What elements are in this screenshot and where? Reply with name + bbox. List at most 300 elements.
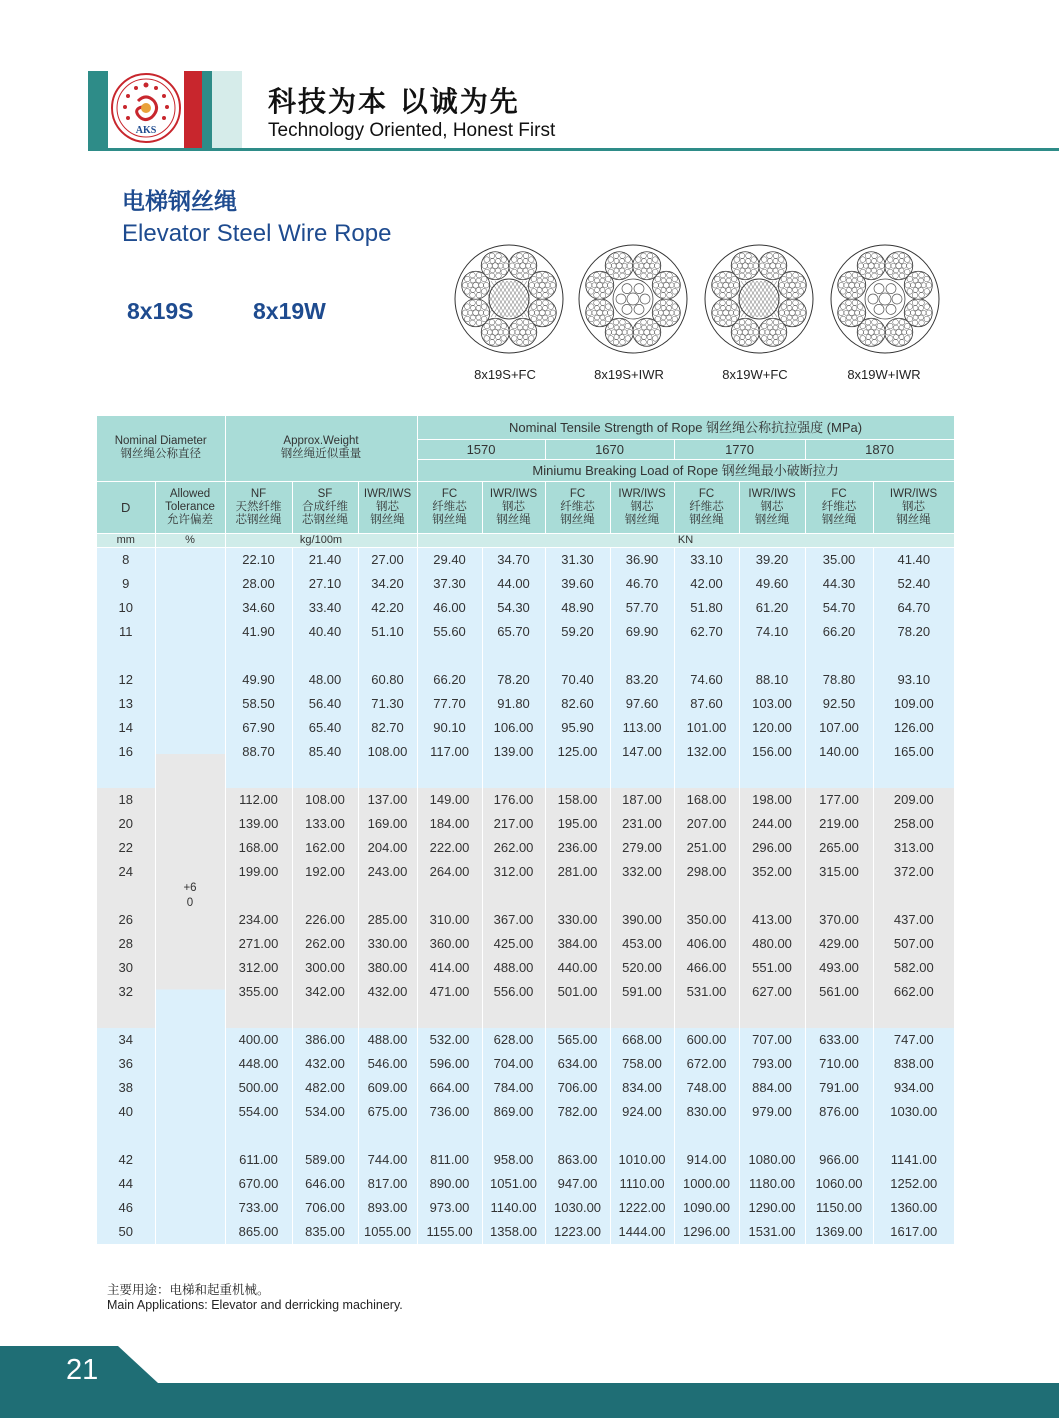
value-cell: 176.00 [482, 788, 545, 812]
spacer-cell [545, 884, 610, 908]
value-cell: 312.00 [482, 860, 545, 884]
spacer-cell [417, 1124, 482, 1148]
value-cell: 88.10 [739, 668, 805, 692]
diameter-cell: 16 [97, 740, 155, 764]
diameter-cell: 46 [97, 1196, 155, 1220]
rope-caption: 8x19S+IWR [594, 367, 664, 382]
value-cell: 627.00 [739, 980, 805, 1004]
value-cell: 162.00 [292, 836, 358, 860]
value-cell: 561.00 [805, 980, 873, 1004]
value-cell: 21.40 [292, 547, 358, 572]
header-underline [88, 148, 1059, 151]
value-cell: 107.00 [805, 716, 873, 740]
table-row [97, 860, 954, 884]
value-cell: 44.00 [482, 572, 545, 596]
header-label: 钢丝绳 [821, 513, 857, 526]
logo-emblem-icon [108, 71, 184, 151]
value-cell: 65.70 [482, 620, 545, 644]
value-cell: 262.00 [292, 932, 358, 956]
header-grade-1670: 1670 [545, 439, 674, 459]
value-cell: 355.00 [225, 980, 292, 1004]
diameter-cell: 18 [97, 788, 155, 812]
value-cell: 1369.00 [805, 1220, 873, 1244]
spacer-cell [97, 644, 155, 668]
spacer-cell [610, 644, 674, 668]
table-row [97, 908, 954, 932]
header-fc-1570 [417, 481, 482, 533]
value-cell: 93.10 [873, 668, 954, 692]
value-cell: 600.00 [674, 1028, 739, 1052]
value-cell: 184.00 [417, 812, 482, 836]
spacer-cell [739, 644, 805, 668]
value-cell: 169.00 [358, 812, 417, 836]
table-row [97, 1220, 954, 1244]
rope-cross-section-8x19s-iwr [577, 243, 689, 355]
value-cell: 296.00 [739, 836, 805, 860]
value-cell: 42.20 [358, 596, 417, 620]
value-cell: 662.00 [873, 980, 954, 1004]
table-row [97, 668, 954, 692]
value-cell: 209.00 [873, 788, 954, 812]
page-number: 21 [66, 1354, 99, 1386]
value-cell: 370.00 [805, 908, 873, 932]
value-cell: 49.90 [225, 668, 292, 692]
table-row [97, 596, 954, 620]
value-cell: 924.00 [610, 1100, 674, 1124]
value-cell: 596.00 [417, 1052, 482, 1076]
value-cell: 95.90 [545, 716, 610, 740]
value-cell: 48.00 [292, 668, 358, 692]
value-cell: 217.00 [482, 812, 545, 836]
value-cell: 88.70 [225, 740, 292, 764]
value-cell: 187.00 [610, 788, 674, 812]
header-label: 纤维芯 [821, 500, 857, 513]
spacer-cell [358, 1124, 417, 1148]
value-cell: 199.00 [225, 860, 292, 884]
header-label: IWR/IWS [748, 487, 796, 500]
value-cell: 372.00 [873, 860, 954, 884]
value-cell: 61.20 [739, 596, 805, 620]
header-label: 钢丝绳 [896, 513, 931, 526]
value-cell: 34.20 [358, 572, 417, 596]
spacer-cell [873, 644, 954, 668]
value-cell: 66.20 [805, 620, 873, 644]
diameter-cell: 22 [97, 836, 155, 860]
header-label: FC [698, 487, 715, 500]
spacer-cell [358, 644, 417, 668]
value-cell: 706.00 [292, 1196, 358, 1220]
value-cell: 704.00 [482, 1052, 545, 1076]
value-cell: 298.00 [674, 860, 739, 884]
header-label: IWR/IWS [489, 487, 538, 500]
value-cell: 646.00 [292, 1172, 358, 1196]
value-cell: 1090.00 [674, 1196, 739, 1220]
group-spacer [97, 1124, 954, 1148]
value-cell: 466.00 [674, 956, 739, 980]
value-cell: 432.00 [358, 980, 417, 1004]
value-cell: 231.00 [610, 812, 674, 836]
value-cell: 82.60 [545, 692, 610, 716]
value-cell: 315.00 [805, 860, 873, 884]
table-row [97, 1172, 954, 1196]
header-label: NF [250, 487, 267, 500]
value-cell: 265.00 [805, 836, 873, 860]
value-cell: 29.40 [417, 547, 482, 572]
value-cell: 109.00 [873, 692, 954, 716]
spacer-cell [225, 1004, 292, 1028]
value-cell: 251.00 [674, 836, 739, 860]
rope-cross-section-8x19w-iwr [829, 243, 941, 355]
value-cell: 67.90 [225, 716, 292, 740]
value-cell: 60.80 [358, 668, 417, 692]
value-cell: 204.00 [358, 836, 417, 860]
value-cell: 384.00 [545, 932, 610, 956]
value-cell: 34.70 [482, 547, 545, 572]
value-cell: 482.00 [292, 1076, 358, 1100]
value-cell: 62.70 [674, 620, 739, 644]
value-cell: 92.50 [805, 692, 873, 716]
value-cell: 668.00 [610, 1028, 674, 1052]
value-cell: 782.00 [545, 1100, 610, 1124]
header-grade-1770: 1770 [674, 439, 805, 459]
value-cell: 147.00 [610, 740, 674, 764]
value-cell: 748.00 [674, 1076, 739, 1100]
table-header [97, 416, 954, 547]
applications-note-chinese: 主要用途：电梯和起重机械。 [107, 1282, 270, 1297]
value-cell: 551.00 [739, 956, 805, 980]
value-cell: 1000.00 [674, 1172, 739, 1196]
spacer-cell [482, 764, 545, 788]
value-cell: 556.00 [482, 980, 545, 1004]
value-cell: 125.00 [545, 740, 610, 764]
value-cell: 934.00 [873, 1076, 954, 1100]
tolerance-cell [155, 547, 225, 1244]
spacer-cell [739, 1124, 805, 1148]
value-cell: 78.20 [482, 668, 545, 692]
value-cell: 448.00 [225, 1052, 292, 1076]
spacer-cell [610, 764, 674, 788]
header-label: 钢丝绳 [560, 513, 595, 526]
spacer-cell [225, 884, 292, 908]
value-cell: 1080.00 [739, 1148, 805, 1172]
value-cell: 966.00 [805, 1148, 873, 1172]
header-label: 钢丝绳 [432, 513, 467, 526]
value-cell: 140.00 [805, 740, 873, 764]
value-cell: 628.00 [482, 1028, 545, 1052]
value-cell: 236.00 [545, 836, 610, 860]
diameter-cell: 44 [97, 1172, 155, 1196]
value-cell: 117.00 [417, 740, 482, 764]
header-label: Tolerance [165, 500, 215, 513]
group-spacer [97, 1004, 954, 1028]
unit-kg-per-100m: kg/100m [225, 533, 417, 547]
spacer-cell [225, 764, 292, 788]
diameter-cell: 26 [97, 908, 155, 932]
value-cell: 332.00 [610, 860, 674, 884]
value-cell: 380.00 [358, 956, 417, 980]
value-cell: 112.00 [225, 788, 292, 812]
value-cell: 34.60 [225, 596, 292, 620]
value-cell: 1140.00 [482, 1196, 545, 1220]
table-row [97, 740, 954, 764]
table-row [97, 980, 954, 1004]
value-cell: 413.00 [739, 908, 805, 932]
value-cell: 367.00 [482, 908, 545, 932]
value-cell: 106.00 [482, 716, 545, 740]
value-cell: 55.60 [417, 620, 482, 644]
value-cell: 1252.00 [873, 1172, 954, 1196]
header-label: Nominal Diameter [114, 435, 207, 448]
header-label: 允许偏差 [167, 513, 213, 526]
header-label: 合成纤维 [302, 500, 348, 513]
header-band-red [184, 71, 202, 151]
value-cell: 811.00 [417, 1148, 482, 1172]
unit-mm: mm [97, 533, 155, 547]
value-cell: 1110.00 [610, 1172, 674, 1196]
spacer-cell [739, 1004, 805, 1028]
spacer-cell [292, 644, 358, 668]
rope-cross-section-8x19s-fc [453, 243, 565, 355]
spacer-cell [482, 644, 545, 668]
model-8x19w: 8x19W [253, 298, 326, 324]
header-label: 纤维芯 [560, 500, 595, 513]
value-cell: 1180.00 [739, 1172, 805, 1196]
table-row [97, 1100, 954, 1124]
spacer-cell [674, 764, 739, 788]
diameter-cell: 34 [97, 1028, 155, 1052]
value-cell: 132.00 [674, 740, 739, 764]
header-label: Approx.Weight [283, 435, 359, 448]
value-cell: 51.10 [358, 620, 417, 644]
value-cell: 226.00 [292, 908, 358, 932]
page-title-english: Elevator Steel Wire Rope [122, 220, 392, 247]
spacer-cell [545, 1124, 610, 1148]
spacer-cell [674, 1124, 739, 1148]
diameter-cell: 28 [97, 932, 155, 956]
unit-kn: KN [417, 533, 954, 547]
value-cell: 133.00 [292, 812, 358, 836]
value-cell: 46.00 [417, 596, 482, 620]
spacer-cell [873, 884, 954, 908]
value-cell: 1010.00 [610, 1148, 674, 1172]
value-cell: 41.90 [225, 620, 292, 644]
header-label: IWR/IWS [618, 487, 666, 500]
value-cell: 532.00 [417, 1028, 482, 1052]
value-cell: 27.10 [292, 572, 358, 596]
header-band-teal-2 [202, 71, 212, 151]
value-cell: 893.00 [358, 1196, 417, 1220]
value-cell: 1531.00 [739, 1220, 805, 1244]
value-cell: 834.00 [610, 1076, 674, 1100]
value-cell: 1141.00 [873, 1148, 954, 1172]
value-cell: 400.00 [225, 1028, 292, 1052]
header-nominal-diameter [97, 416, 225, 481]
spacer-cell [873, 1004, 954, 1028]
spacer-cell [358, 764, 417, 788]
value-cell: 35.00 [805, 547, 873, 572]
table-body [97, 547, 954, 1244]
group-spacer [97, 764, 954, 788]
spacer-cell [674, 644, 739, 668]
value-cell: 70.40 [545, 668, 610, 692]
specification-table [97, 416, 955, 1244]
value-cell: 177.00 [805, 788, 873, 812]
value-cell: 1444.00 [610, 1220, 674, 1244]
value-cell: 192.00 [292, 860, 358, 884]
value-cell: 1060.00 [805, 1172, 873, 1196]
value-cell: 22.10 [225, 547, 292, 572]
header-label: FC [831, 487, 847, 500]
value-cell: 406.00 [674, 932, 739, 956]
spacer-cell [225, 644, 292, 668]
value-cell: 706.00 [545, 1076, 610, 1100]
header-iwr-1870 [873, 481, 954, 533]
header-label: 芯钢丝绳 [302, 513, 348, 526]
rope-caption: 8x19S+FC [474, 367, 536, 382]
value-cell: 947.00 [545, 1172, 610, 1196]
spacer-cell [805, 1124, 873, 1148]
value-cell: 414.00 [417, 956, 482, 980]
value-cell: 78.20 [873, 620, 954, 644]
value-cell: 74.60 [674, 668, 739, 692]
diameter-cell: 13 [97, 692, 155, 716]
group-spacer [97, 884, 954, 908]
value-cell: 664.00 [417, 1076, 482, 1100]
value-cell: 65.40 [292, 716, 358, 740]
value-cell: 279.00 [610, 836, 674, 860]
diameter-cell: 38 [97, 1076, 155, 1100]
applications-note-english: Main Applications: Elevator and derricking machinery. [107, 1298, 403, 1312]
header-label: FC [569, 487, 586, 500]
header-band-pale [212, 71, 242, 151]
table-row [97, 620, 954, 644]
spacer-cell [417, 764, 482, 788]
value-cell: 262.00 [482, 836, 545, 860]
value-cell: 546.00 [358, 1052, 417, 1076]
unit-percent: % [155, 533, 225, 547]
value-cell: 747.00 [873, 1028, 954, 1052]
header-band-teal [88, 71, 108, 151]
value-cell: 66.20 [417, 668, 482, 692]
table-row [97, 812, 954, 836]
value-cell: 312.00 [225, 956, 292, 980]
spacer-cell [739, 884, 805, 908]
value-cell: 108.00 [358, 740, 417, 764]
value-cell: 64.70 [873, 596, 954, 620]
spacer-cell [292, 1124, 358, 1148]
table-row [97, 547, 954, 572]
value-cell: 611.00 [225, 1148, 292, 1172]
value-cell: 633.00 [805, 1028, 873, 1052]
value-cell: 244.00 [739, 812, 805, 836]
value-cell: 108.00 [292, 788, 358, 812]
value-cell: 589.00 [292, 1148, 358, 1172]
rope-cross-section-8x19w-fc [703, 243, 815, 355]
value-cell: 440.00 [545, 956, 610, 980]
spacer-cell [358, 1004, 417, 1028]
value-cell: 41.40 [873, 547, 954, 572]
value-cell: 222.00 [417, 836, 482, 860]
spacer-cell [610, 1124, 674, 1148]
spacer-cell [610, 1004, 674, 1028]
value-cell: 258.00 [873, 812, 954, 836]
spacer-cell [292, 884, 358, 908]
value-cell: 57.70 [610, 596, 674, 620]
value-cell: 979.00 [739, 1100, 805, 1124]
value-cell: 1360.00 [873, 1196, 954, 1220]
header-label: 钢丝绳 [496, 513, 531, 526]
value-cell: 36.90 [610, 547, 674, 572]
spacer-cell [225, 1124, 292, 1148]
value-cell: 1150.00 [805, 1196, 873, 1220]
value-cell: 733.00 [225, 1196, 292, 1220]
value-cell: 863.00 [545, 1148, 610, 1172]
spacer-cell [97, 1004, 155, 1028]
value-cell: 52.40 [873, 572, 954, 596]
value-cell: 758.00 [610, 1052, 674, 1076]
header-tolerance [155, 481, 225, 533]
spacer-cell [358, 884, 417, 908]
spacer-cell [805, 884, 873, 908]
value-cell: 46.70 [610, 572, 674, 596]
value-cell: 817.00 [358, 1172, 417, 1196]
value-cell: 865.00 [225, 1220, 292, 1244]
header-label: 天然纤维 [235, 500, 282, 513]
value-cell: 707.00 [739, 1028, 805, 1052]
value-cell: 534.00 [292, 1100, 358, 1124]
spacer-cell [545, 644, 610, 668]
table-row [97, 932, 954, 956]
value-cell: 165.00 [873, 740, 954, 764]
header-label: 钢丝绳 [754, 513, 790, 526]
value-cell: 264.00 [417, 860, 482, 884]
value-cell: 39.60 [545, 572, 610, 596]
header-label: SF [317, 487, 333, 500]
value-cell: 1290.00 [739, 1196, 805, 1220]
spacer-cell [873, 1124, 954, 1148]
spacer-cell [482, 1124, 545, 1148]
spacer-cell [610, 884, 674, 908]
diameter-cell: 20 [97, 812, 155, 836]
value-cell: 83.20 [610, 668, 674, 692]
value-cell: 281.00 [545, 860, 610, 884]
header-label: 纤维芯 [689, 500, 724, 513]
value-cell: 113.00 [610, 716, 674, 740]
value-cell: 137.00 [358, 788, 417, 812]
value-cell: 198.00 [739, 788, 805, 812]
spacer-cell [417, 644, 482, 668]
value-cell: 1055.00 [358, 1220, 417, 1244]
value-cell: 830.00 [674, 1100, 739, 1124]
header-nf [225, 481, 292, 533]
table-row [97, 1028, 954, 1052]
spacer-cell [739, 764, 805, 788]
value-cell: 49.60 [739, 572, 805, 596]
value-cell: 330.00 [545, 908, 610, 932]
slogan-chinese: 科技为本 以诚为先 [268, 85, 520, 118]
diameter-cell: 14 [97, 716, 155, 740]
model-8x19s: 8x19S [127, 298, 194, 324]
company-logo [108, 71, 184, 151]
value-cell: 784.00 [482, 1076, 545, 1100]
value-cell: 33.10 [674, 547, 739, 572]
value-cell: 158.00 [545, 788, 610, 812]
spacer-cell [97, 1124, 155, 1148]
spacer-cell [482, 1004, 545, 1028]
table-row [97, 956, 954, 980]
value-cell: 40.40 [292, 620, 358, 644]
value-cell: 126.00 [873, 716, 954, 740]
